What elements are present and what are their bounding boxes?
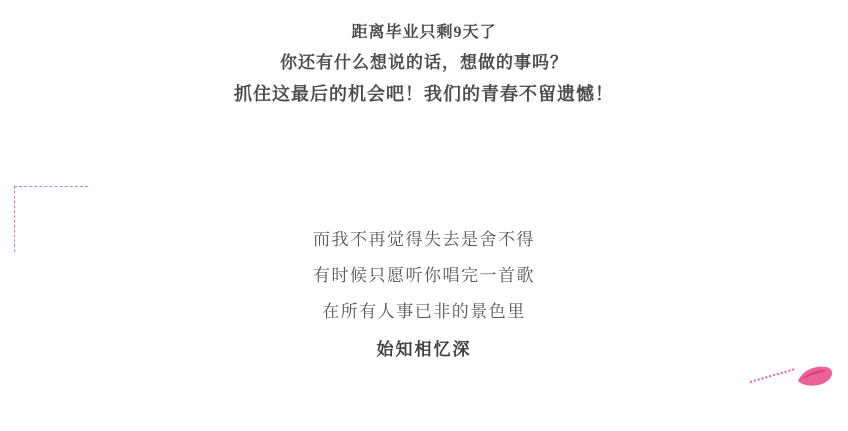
header-block [0,18,848,110]
leaf-icon [796,365,834,389]
dotted-trail-line [750,368,795,383]
poem-line-2: 有时候只愿听你唱完一首歌 [313,266,535,285]
poem-line-3: 在所有人事已非的景色里 [322,302,526,321]
poem-final-line: 始知相忆深 [376,340,472,359]
header-line-3: 抓住这最后的机会吧！我们的青春不留遗憾！ [234,84,614,104]
header-line-1: 距离毕业只剩9天了 [351,24,497,41]
dotted-corner-top-line [14,186,88,187]
poem-block [0,222,848,370]
leaf-decoration [750,365,834,393]
header-line-2: 你还有什么想说的话，想做的事吗？ [280,53,568,72]
poem-line-1: 而我不再觉得失去是舍不得 [313,230,535,249]
